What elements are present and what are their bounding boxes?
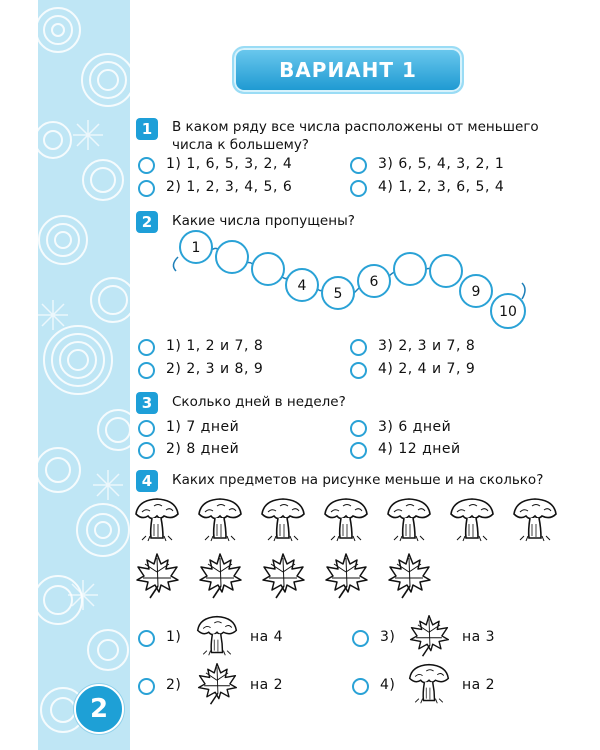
q2-option-4-radio[interactable]: [350, 362, 367, 379]
q2-option-2-radio[interactable]: [138, 362, 155, 379]
question-4-text: Каких предметов на рисунке меньше и на сколько?: [172, 472, 544, 488]
q3-option-2: 2) 8 дней: [166, 441, 240, 457]
chain-circle-8: [430, 255, 462, 287]
q2-option-3-radio[interactable]: [350, 339, 367, 356]
q2-option-2: 2) 2, 3 и 8, 9: [166, 361, 264, 377]
q1-option-1-radio[interactable]: [138, 157, 155, 174]
question-3-number: 3: [136, 392, 158, 414]
question-2-number: 2: [136, 211, 158, 233]
q4-option-3-num: 3): [380, 629, 396, 645]
q4-option-4-num: 4): [380, 677, 396, 693]
q3-option-4-radio[interactable]: [350, 442, 367, 459]
chain-label-6: 6: [369, 274, 379, 290]
q1-option-3-radio[interactable]: [350, 157, 367, 174]
q1-option-1: 1) 1, 6, 5, 3, 2, 4: [166, 156, 293, 172]
chain-label-9: 9: [471, 284, 481, 300]
q4-option-1-radio[interactable]: [138, 630, 155, 647]
q4-option-4-radio[interactable]: [352, 678, 369, 695]
leaf-icon: [200, 554, 241, 598]
chain-circle-2: [216, 241, 248, 273]
mushroom-icon: [194, 612, 240, 658]
leaf-row: [132, 550, 452, 604]
q4-option-2-radio[interactable]: [138, 678, 155, 695]
question-4-number: 4: [136, 470, 158, 492]
chain-circle-3: [252, 253, 284, 285]
q4-option-3-radio[interactable]: [352, 630, 369, 647]
q4-option-2-text: на 2: [250, 677, 284, 693]
mushroom-icon: [451, 499, 493, 541]
q1-option-2: 2) 1, 2, 3, 4, 5, 6: [166, 179, 293, 195]
mushroom-icon: [325, 499, 367, 541]
chain-label-4: 4: [297, 278, 307, 294]
page-number: 2: [74, 684, 124, 734]
q3-option-1: 1) 7 дней: [166, 419, 240, 435]
q1-option-2-radio[interactable]: [138, 180, 155, 197]
chain-label-1: 1: [191, 240, 201, 256]
snowflake-pattern: [38, 0, 130, 750]
variant-banner: ВАРИАНТ 1: [232, 46, 464, 94]
mushroom-row: [132, 494, 572, 548]
q4-option-1-text: на 4: [250, 629, 284, 645]
q3-option-2-radio[interactable]: [138, 442, 155, 459]
mushroom-icon: [406, 660, 452, 706]
question-2-text: Какие числа пропущены?: [172, 213, 355, 229]
question-1-number: 1: [136, 118, 158, 140]
chain-circle-7: [394, 253, 426, 285]
question-3-text: Сколько дней в неделе?: [172, 394, 346, 410]
q2-option-1-radio[interactable]: [138, 339, 155, 356]
q3-option-3: 3) 6 дней: [378, 419, 452, 435]
leaf-icon: [263, 554, 304, 598]
q4-option-1-num: 1): [166, 629, 182, 645]
mushroom-icon: [199, 499, 241, 541]
mushroom-icon: [388, 499, 430, 541]
leaf-icon: [389, 554, 430, 598]
q3-option-1-radio[interactable]: [138, 420, 155, 437]
leaf-icon: [137, 554, 178, 598]
mushroom-icon: [262, 499, 304, 541]
decorative-sidebar: [38, 0, 130, 750]
mushroom-icon: [136, 499, 178, 541]
q4-option-4-text: на 2: [462, 677, 496, 693]
q2-option-3: 3) 2, 3 и 7, 8: [378, 338, 476, 354]
chain-label-10: 10: [499, 304, 517, 320]
q2-option-4: 4) 2, 4 и 7, 9: [378, 361, 476, 377]
question-1-text: В каком ряду все числа расположены от меньшего числа к большему?: [172, 119, 539, 153]
leaf-icon: [326, 554, 367, 598]
q3-option-4: 4) 12 дней: [378, 441, 461, 457]
q4-option-3-text: на 3: [462, 629, 496, 645]
q4-option-2-num: 2): [166, 677, 182, 693]
number-chain: [170, 225, 550, 335]
q1-option-3: 3) 6, 5, 4, 3, 2, 1: [378, 156, 505, 172]
q1-option-4: 4) 1, 2, 3, 6, 5, 4: [378, 179, 505, 195]
leaf-icon: [406, 612, 452, 658]
q3-option-3-radio[interactable]: [350, 420, 367, 437]
chain-label-5: 5: [333, 286, 343, 302]
q1-option-4-radio[interactable]: [350, 180, 367, 197]
leaf-icon: [194, 660, 240, 706]
mushroom-icon: [514, 499, 556, 541]
q2-option-1: 1) 1, 2 и 7, 8: [166, 338, 264, 354]
